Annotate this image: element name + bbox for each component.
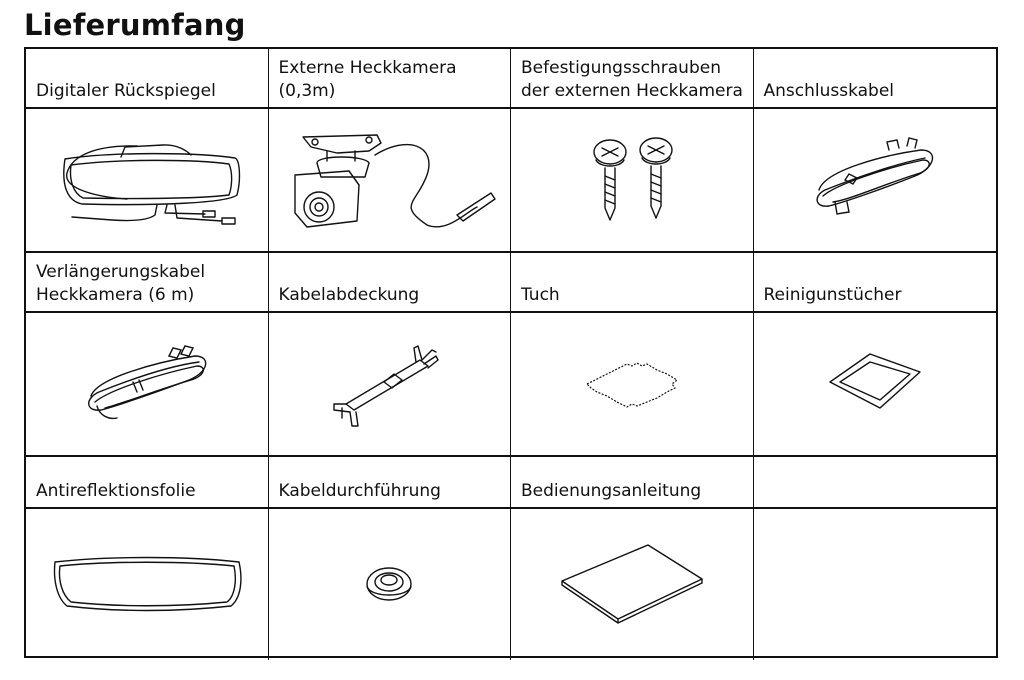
anti-reflection-film-icon bbox=[47, 550, 247, 620]
item-label: Anschlusskabel bbox=[754, 49, 997, 109]
item-picture bbox=[754, 313, 997, 457]
connection-cable-icon bbox=[805, 130, 945, 230]
cloth-icon bbox=[577, 344, 687, 424]
item-picture bbox=[26, 109, 269, 253]
item-label bbox=[754, 457, 997, 509]
extension-cable-icon bbox=[77, 334, 217, 434]
cable-grommet-icon bbox=[349, 550, 429, 620]
contents-table bbox=[24, 47, 998, 658]
item-label: Kabeldurchführung bbox=[269, 457, 512, 509]
rear-camera-icon bbox=[277, 115, 502, 245]
item-picture bbox=[511, 109, 754, 253]
item-picture bbox=[26, 509, 269, 660]
cable-cover-icon bbox=[324, 334, 454, 434]
item-label: Reinigunstücher bbox=[754, 253, 997, 313]
item-label: Bedienungsanleitung bbox=[511, 457, 754, 509]
empty-cell bbox=[754, 509, 997, 660]
manual-icon bbox=[552, 535, 712, 635]
screws-icon bbox=[572, 130, 692, 230]
cleaning-wipes-icon bbox=[820, 344, 930, 424]
item-picture bbox=[269, 509, 512, 660]
item-label: Kabelabdeckung bbox=[269, 253, 512, 313]
item-label: Antireflektionsfolie bbox=[26, 457, 269, 509]
item-label: Verlängerungskabel Heckkamera (6 m) bbox=[26, 253, 269, 313]
item-picture bbox=[511, 313, 754, 457]
item-label: Digitaler Rückspiegel bbox=[26, 49, 269, 109]
item-picture bbox=[26, 313, 269, 457]
page-title: Lieferumfang bbox=[24, 8, 246, 42]
item-label: Externe Heckkamera (0,3m) bbox=[269, 49, 512, 109]
rearview-mirror-icon bbox=[37, 125, 257, 235]
item-picture bbox=[269, 109, 512, 253]
item-label: Befestigungsschrauben der externen Heckkamera bbox=[511, 49, 754, 109]
item-picture bbox=[754, 109, 997, 253]
item-picture bbox=[269, 313, 512, 457]
item-label: Tuch bbox=[511, 253, 754, 313]
item-picture bbox=[511, 509, 754, 660]
